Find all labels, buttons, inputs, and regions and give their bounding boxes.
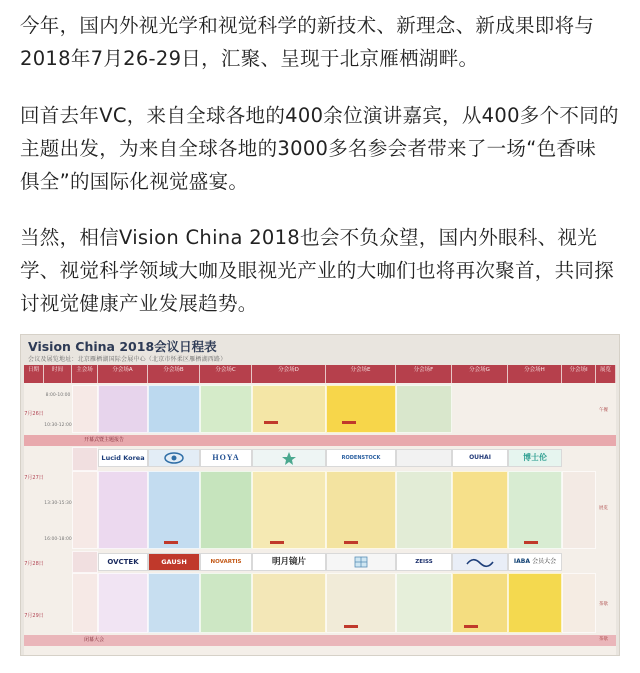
iaba-logo-text: IABA (513, 558, 530, 565)
iaba-logo-subtext: 会员大会 (532, 558, 557, 565)
header-cell: 分会场E (326, 365, 396, 383)
session-block (148, 573, 200, 633)
session-block (508, 573, 562, 633)
header-cell: 分会场F (396, 365, 452, 383)
header-cell: 主会场 (72, 365, 98, 383)
session-block (326, 385, 396, 433)
side-label: 展览 (599, 506, 608, 511)
sponsor-logo: HOYA (200, 449, 252, 467)
side-label: 茶歇 (599, 637, 608, 642)
time-label: 13:30-15:30 (44, 501, 72, 506)
session-block (396, 573, 452, 633)
side-label: 午餐 (599, 408, 608, 413)
red-marker (524, 541, 538, 544)
session-block (252, 573, 326, 633)
red-marker (464, 625, 478, 628)
session-block (252, 471, 326, 549)
sponsor-logo (252, 449, 326, 467)
sponsor-logo: ZEISS (396, 553, 452, 571)
header-cell: 分会场I (562, 365, 596, 383)
script-logo-icon (453, 554, 507, 570)
paragraph-line: 回首去年VC，来自全球各地的400余位演讲嘉宾，从400多个不同的 (20, 104, 619, 127)
session-block (396, 385, 452, 433)
date-label: 7月28日 (24, 561, 44, 567)
schedule-subtitle: 会议及展览地址：北京雁栖湖国际会展中心（北京市怀柔区雁栖湖西路） (28, 356, 227, 363)
eye-icon (149, 450, 199, 466)
session-block (326, 573, 396, 633)
paragraph-line: 主题出发，为来自全球各地的3000多名参会者带来了一场“色香味 (20, 137, 597, 160)
session-block (72, 471, 98, 549)
sponsor-logo: OUHAI (452, 449, 508, 467)
schedule-grid (24, 365, 616, 655)
date-label: 7月29日 (24, 613, 44, 619)
side-label: 茶歇 (599, 602, 608, 607)
session-block (98, 471, 148, 549)
schedule-band: 开幕式暨主题报告 (24, 435, 616, 446)
session-block (72, 385, 98, 433)
red-marker (164, 541, 178, 544)
header-cell: 分会场A (98, 365, 148, 383)
session-block (72, 573, 98, 633)
sponsor-logo: 博士伦 (508, 449, 562, 467)
date-label: 7月26日 (24, 411, 44, 417)
sponsor-logo: NOVARTIS (200, 553, 252, 571)
time-label: 8:00-10:00 (45, 393, 71, 398)
paragraph-line: 俱全”的国际化视觉盛宴。 (20, 170, 249, 193)
sponsor-logo: OVCTEK (98, 553, 148, 571)
sponsor-logo (326, 553, 396, 571)
schedule-header-row (24, 365, 616, 383)
review-paragraph (20, 99, 626, 198)
time-label: 10:30-12:00 (44, 423, 72, 428)
session-block (326, 471, 396, 549)
red-marker (342, 421, 356, 424)
grid-logo-icon (327, 554, 395, 570)
session-block (72, 447, 98, 471)
session-block (396, 471, 452, 549)
header-cell: 展览 (596, 365, 616, 383)
schedule-image (20, 334, 620, 656)
header-cell: 分会场B (148, 365, 200, 383)
sponsor-logo: RODENSTOCK (326, 449, 396, 467)
schedule-title: Vision China 2018会议日程表 (28, 339, 217, 354)
session-block (200, 573, 252, 633)
red-marker (344, 541, 358, 544)
session-block (562, 573, 596, 633)
session-block (508, 471, 562, 549)
session-block (252, 385, 326, 433)
sponsor-logo (452, 553, 508, 571)
sponsor-logo (508, 553, 562, 571)
red-marker (264, 421, 278, 424)
session-block (200, 471, 252, 549)
paragraph-line: 今年，国内外视光学和视觉科学的新技术、新理念、新成果即将与 (20, 14, 595, 37)
paragraph-line: 2018年7月26-29日，汇聚、呈现于北京雁栖湖畔。 (20, 47, 479, 70)
sponsor-logo (148, 449, 200, 467)
session-block (452, 471, 508, 549)
session-block (72, 551, 98, 573)
session-block (562, 471, 596, 549)
red-marker (270, 541, 284, 544)
session-block (148, 471, 200, 549)
header-cell: 分会场C (200, 365, 252, 383)
schedule-band: 闭幕大会 (24, 635, 616, 646)
session-block (98, 573, 148, 633)
red-marker (344, 625, 358, 628)
time-label: 16:00-18:00 (44, 537, 72, 542)
header-cell: 分会场H (508, 365, 562, 383)
session-block (200, 385, 252, 433)
header-cell: 分会场D (252, 365, 326, 383)
session-block (148, 385, 200, 433)
paragraph-line: 学、视觉科学领域大咖及眼视光产业的大咖们也将再次聚首，共同探 (20, 259, 615, 282)
sponsor-logo (396, 449, 452, 467)
header-cell: 日期 (24, 365, 44, 383)
header-cell: 分会场G (452, 365, 508, 383)
paragraph-line: 当然，相信Vision China 2018也会不负众望，国内外眼科、视光 (20, 226, 598, 249)
outlook-paragraph (20, 221, 626, 320)
session-block (452, 573, 508, 633)
sponsor-logo: 明月镜片 (252, 553, 326, 571)
sponsor-logo: GAUSH (148, 553, 200, 571)
sponsor-logo: Lucid Korea (98, 449, 148, 467)
intro-paragraph (20, 9, 626, 75)
star-icon (253, 450, 325, 466)
session-block (98, 385, 148, 433)
paragraph-line: 讨视觉健康产业发展趋势。 (20, 292, 258, 315)
header-cell: 时间 (44, 365, 72, 383)
date-label: 7月27日 (24, 475, 44, 481)
